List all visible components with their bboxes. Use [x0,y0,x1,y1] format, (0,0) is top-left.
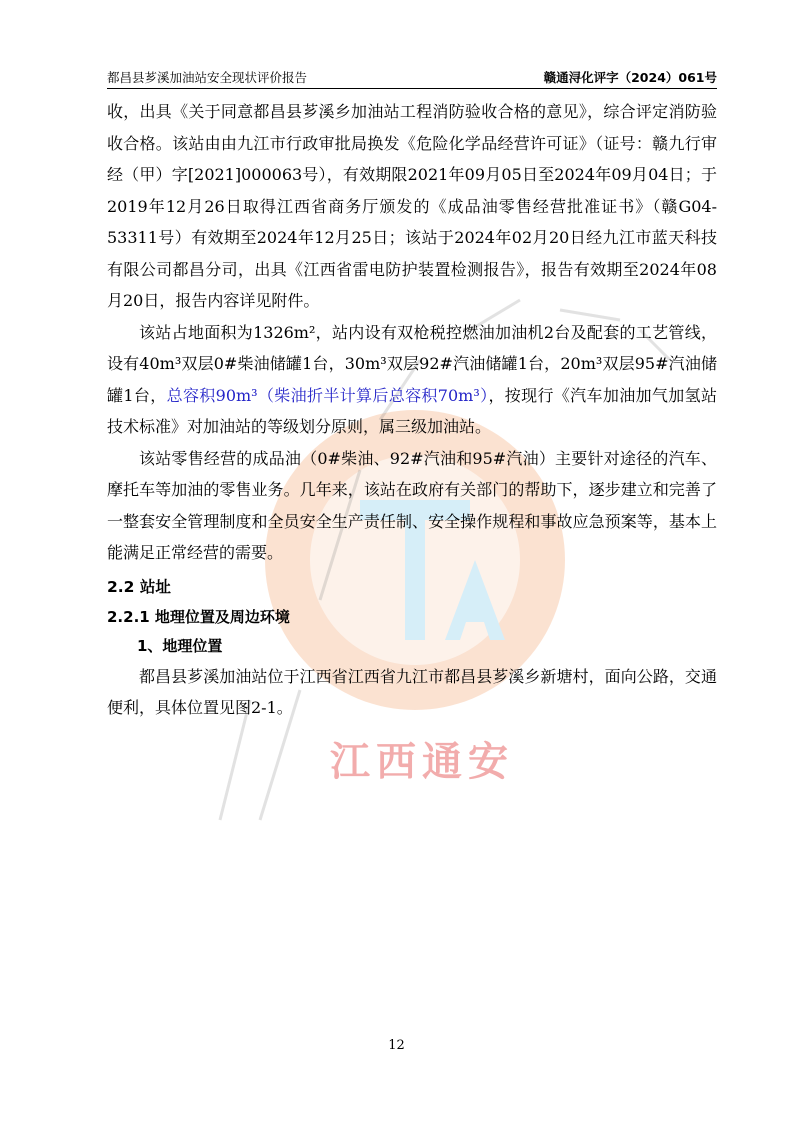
total-capacity-highlight: 总容积90m³（柴油折半计算后总容积70m³） [166,385,489,405]
facilities-grade-text: ，按现行《汽车加油加气加氢站技术标准》对加油站的等级划分原则，属三级加油站。 [107,385,717,436]
page-number: 12 [388,1038,405,1053]
paragraph-site-facilities [107,317,717,443]
subheading-location: 1、地理位置 [137,636,223,655]
section-heading-2-2-1: 2.2.1 地理位置及周边环境 [107,607,290,626]
header-report-title: 都昌县芗溪加油站安全现状评价报告 [107,70,308,85]
page-header [107,66,717,89]
paragraph-license-info: 收，出具《关于同意都昌县芗溪乡加油站工程消防验收合格的意见》，综合评定消防验收合格。该站由由九江市行政审批局换发《危险化学品经营许可证》（证号：赣九行审经（甲）字[2021]000063号），有效期限2021年09月05日至2024年09月04日；于2019年12月26日取得江西省商务厅颁发的《成品油零售经营批准证书》（赣G04-53311号）有效期至2024年12月25日；该站于2024年02月20日经九江市蓝天科技有限公司都昌分司，出具《江西省雷电防护装置检测报告》，报告有效期至2024年08月20日，报告内容详见附件。 [107,102,717,310]
paragraph-location: 都昌县芗溪加油站位于江西省江西省九江市都昌县芗溪乡新塘村，面向公路，交通便利，具体位置见图2-1。 [107,666,717,717]
paragraph-operations: 该站零售经营的成品油（0#柴油、92#汽油和95#汽油）主要针对途径的汽车、摩托车等加油的零售业务。几年来，该站在政府有关部门的帮助下，逐步建立和完善了一整套安全管理制度和全员安全生产责任制、安全操作规程和事故应急预案等，基本上能满足正常经营的需要。 [107,448,717,562]
facilities-text: 该站占地面积为1326m²，站内设有双枪税控燃油加油机2台及配套的工艺管线，设有40m³双层0#柴油储罐1台，30m³双层92#汽油储罐1台，20m³双层95#汽油储罐1台， [107,322,717,405]
section-heading-2-2: 2.2 站址 [107,577,171,596]
document-body [107,96,717,724]
seal-red-text: 江西通安 [330,739,514,785]
header-report-number: 赣通浔化评字（2024）061号 [543,70,717,85]
